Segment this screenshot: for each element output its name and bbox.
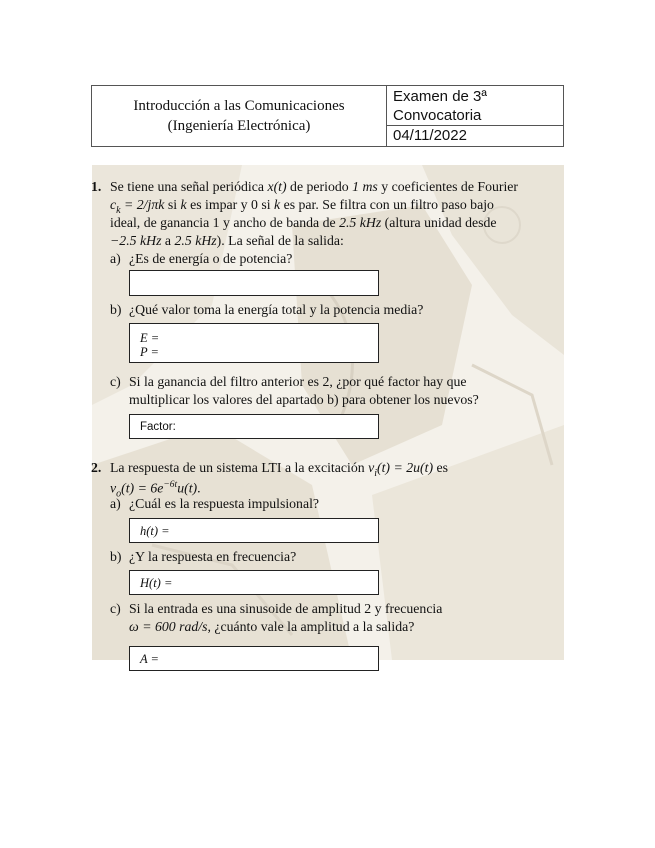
question-2c-label: c): [110, 601, 121, 616]
text-run: de periodo: [286, 179, 353, 194]
frequency-response-label: H(t) =: [140, 576, 173, 590]
text-run: Se tiene una señal periódica: [110, 179, 268, 194]
impulse-response-label: h(t) =: [140, 524, 170, 538]
answer-1b-field[interactable]: [129, 323, 379, 363]
question-1c-label: c): [110, 374, 121, 389]
course-degree: (Ingeniería Electrónica): [167, 118, 311, 134]
question-1b-text: ¿Qué valor toma la energía total y la potencia media?: [129, 302, 424, 317]
math-subscript: i: [374, 467, 377, 479]
question-1-line-3: [110, 214, 497, 232]
text-run: y coeficientes de Fourier: [377, 179, 519, 194]
exam-date: 04/11/2022: [393, 127, 467, 144]
energy-label: E =: [140, 331, 160, 345]
math-run: −2.5 kHz: [110, 233, 162, 248]
question-2b-text: ¿Y la respuesta en frecuencia?: [129, 549, 297, 564]
question-1c-text-line-2: multiplicar los valores del apartado b) para obtener los nuevos?: [129, 392, 479, 407]
power-label: P =: [140, 345, 159, 359]
question-1a-text: ¿Es de energía o de potencia?: [129, 251, 293, 266]
math-run: (t) = 2u(t): [377, 460, 434, 475]
question-2-number: 2.: [91, 460, 102, 475]
math-run: 2.5 kHz: [174, 233, 217, 248]
exam-call-line1: Examen de 3ª: [393, 88, 487, 105]
math-run: 1 ms: [352, 179, 378, 194]
math-run: v: [368, 460, 375, 475]
question-1-line-1: [110, 178, 518, 196]
math-run: = 2/jπk: [120, 197, 165, 212]
question-1a-label: a): [110, 251, 121, 266]
text-run: es: [433, 460, 449, 475]
math-subscript: o: [116, 488, 122, 500]
text-run: ). La señal de la salida:: [216, 233, 344, 248]
text-run: , ¿cuánto vale la amplitud a la salida?: [207, 619, 415, 634]
exam-header: [91, 85, 564, 147]
course-name: Introducción a las Comunicaciones: [133, 98, 345, 114]
math-run: 2.5 kHz: [339, 215, 382, 230]
question-2a-text: ¿Cuál es la respuesta impulsional?: [129, 496, 320, 511]
math-run: c: [110, 197, 117, 212]
amplitude-label: A =: [140, 652, 159, 666]
answer-1c-field[interactable]: [129, 414, 379, 439]
math-run: v: [110, 480, 117, 496]
exam-info-cell: [387, 86, 563, 146]
course-title-cell: [92, 86, 387, 146]
math-run: (t) = 6e: [121, 480, 164, 496]
question-1-line-4: [110, 232, 344, 250]
text-run: (altura unidad desde: [381, 215, 497, 230]
math-run: u(t): [177, 480, 198, 496]
answer-2c-field[interactable]: [129, 646, 379, 671]
factor-label: Factor:: [140, 421, 176, 433]
text-run: ideal, de ganancia 1 y ancho de banda de: [110, 215, 340, 230]
math-superscript: −6t: [163, 480, 178, 490]
math-subscript: k: [116, 204, 121, 216]
answer-2a-field[interactable]: [129, 518, 379, 543]
text-run: si: [164, 197, 181, 212]
text-run: .: [197, 480, 201, 496]
answer-2b-field[interactable]: [129, 570, 379, 595]
text-run: a: [161, 233, 175, 248]
exam-call-line2: Convocatoria: [393, 107, 482, 124]
question-2b-label: b): [110, 549, 122, 564]
math-run: x(t): [267, 179, 287, 194]
question-2a-label: a): [110, 496, 121, 511]
question-2c-text-line-1: Si la entrada es una sinusoide de amplitud 2 y frecuencia: [129, 601, 443, 616]
math-run: k: [180, 197, 187, 212]
math-run: ω = 600 rad/s: [129, 619, 208, 634]
question-2c-text-line-2: [129, 618, 414, 636]
text-run: es par. Se filtra con un filtro paso bajo: [280, 197, 494, 212]
exam-call-cell: [387, 86, 563, 126]
question-1b-label: b): [110, 302, 122, 317]
question-1-number: 1.: [91, 179, 102, 194]
answer-1a-field[interactable]: [129, 270, 379, 296]
math-run: k: [274, 197, 281, 212]
text-run: es impar y 0 si: [186, 197, 274, 212]
text-run: La respuesta de un sistema LTI a la excitación: [110, 460, 369, 475]
question-1c-text-line-1: Si la ganancia del filtro anterior es 2, ¿por qué factor hay que: [129, 374, 467, 389]
